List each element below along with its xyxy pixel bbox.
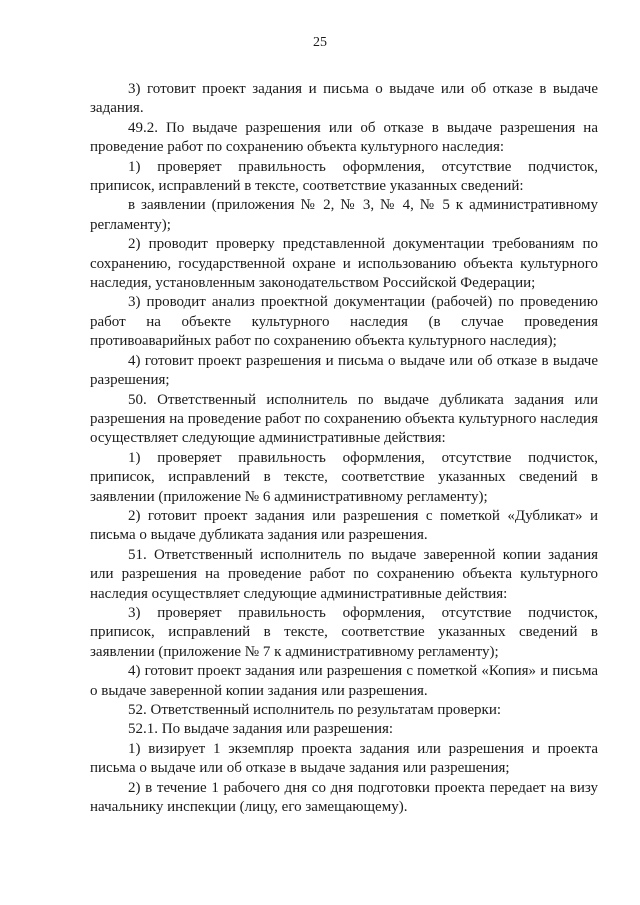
paragraph: 52. Ответственный исполнитель по результатам проверки: [128, 702, 502, 718]
page-number: 25 [313, 35, 327, 50]
paragraph: 3) проверяет правильность оформления, отсутствие подчисток, приписок, исправлений в тексте, соответствие указанных сведений в заявлении (приложение № 7 к административному регламенту); [90, 604, 598, 660]
paragraph: 1) проверяет правильность оформления, отсутствие подчисток, приписок, исправлений в тексте, соответствие указанных сведений в заявлении (приложение № 6 административному регламенту); [90, 449, 598, 505]
paragraph: 2) проводит проверку представленной документации требованиям по сохранению, государственной охране и использованию объекта культурного наследия, установленным законодательством Российской Федерации; [90, 236, 598, 292]
paragraph: в заявлении (приложения № 2, № 3, № 4, № 5 к административному регламенту); [90, 197, 598, 233]
paragraph: 50. Ответственный исполнитель по выдаче дубликата задания или разрешения на проведение работ по сохранению объекта культурного наследия осуществляет следующие административные действия: [90, 391, 598, 447]
paragraph: 1) визирует 1 экземпляр проекта задания или разрешения и проекта письма о выдаче или об отказе в выдаче задания или разрешения; [90, 740, 598, 777]
paragraph: 51. Ответственный исполнитель по выдаче заверенной копии задания или разрешения на проведение работ по сохранению объекта культурного наследия осуществляет следующие административные действия: [90, 546, 598, 602]
paragraph: 3) проводит анализ проектной документации (рабочей) по проведению работ на объекте культурного наследия (в случае проведения противоаварийных работ по сохранению объекта культурного наследия); [90, 294, 598, 350]
paragraph: 1) проверяет правильность оформления, отсутствие подчисток, приписок, исправлений в тексте, соответствие указанных сведений: [90, 158, 598, 195]
paragraph: 2) в течение 1 рабочего дня со дня подготовки проекта передает на визу начальнику инспекции (лицу, его замещающему). [90, 779, 598, 816]
paragraph: 3) готовит проект задания и письма о выдаче или об отказе в выдаче задания. [90, 81, 598, 117]
paragraph: 2) готовит проект задания или разрешения с пометкой «Дубликат» и письма о выдаче дубликата задания или разрешения. [90, 507, 598, 544]
paragraph: 4) готовит проект задания или разрешения с пометкой «Копия» и письма о выдаче заверенной копии задания или разрешения. [90, 663, 598, 699]
document-body [90, 80, 598, 817]
paragraph: 52.1. По выдаче задания или разрешения: [128, 721, 394, 738]
paragraph: 4) готовит проект разрешения и письма о выдаче или об отказе в выдаче разрешения; [90, 352, 598, 389]
paragraph: 49.2. По выдаче разрешения или об отказе в выдаче разрешения на проведение работ по сохранению объекта культурного наследия: [90, 119, 598, 156]
